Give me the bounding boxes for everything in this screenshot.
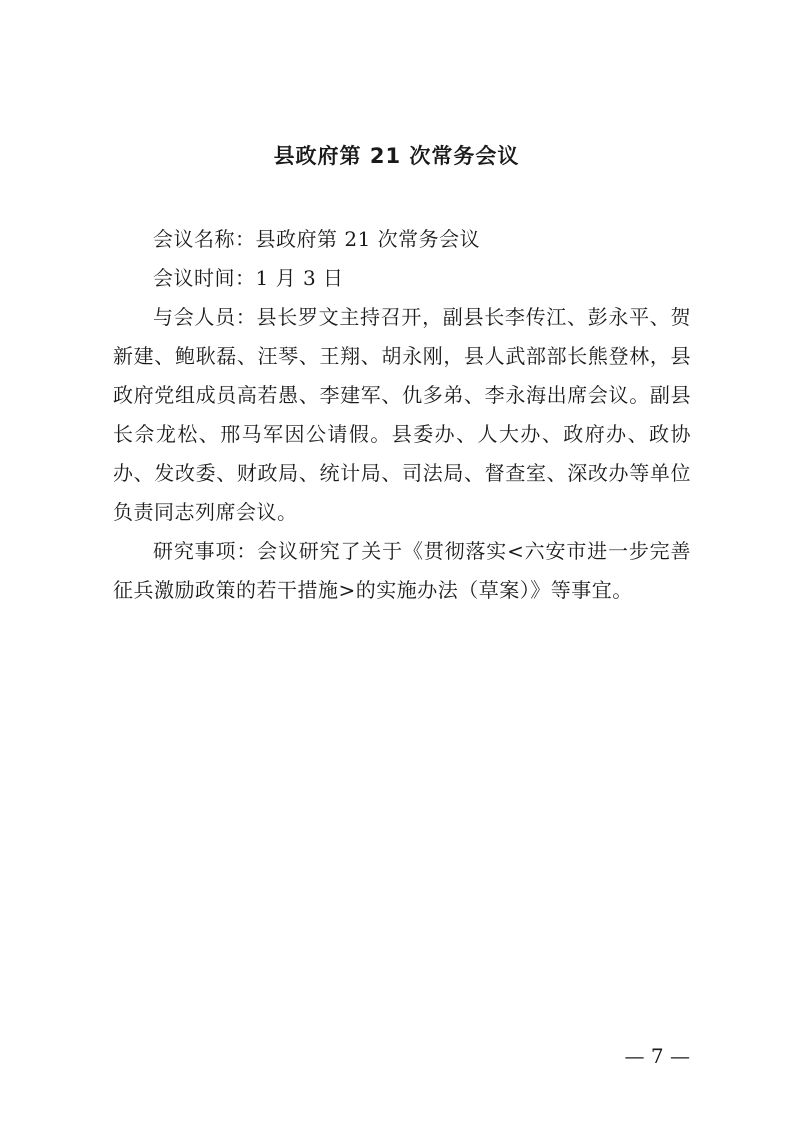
meeting-name-paragraph: 会议名称：县政府第 21 次常务会议 — [153, 227, 481, 251]
agenda-paragraph: 研究事项：会议研究了关于《贯彻落实<六安市进一步完善征兵激励政策的若干措施>的实施办法（草案）》等事宜。 — [113, 539, 691, 602]
attendees-paragraph: 与会人员：县长罗文主持召开，副县长李传江、彭永平、贺新建、鲍耿磊、汪琴、王翔、胡永刚，县人武部部长熊登林，县政府党组成员高若愚、李建军、仇多弟、李永海出席会议。副县长佘龙松、邢马军因公请假。县委办、人大办、政府办、政协办、发改委、财政局、统计局、司法局、督查室、深改办等单位负责同志列席会议。 — [113, 305, 691, 524]
page-number: — 7 — — [624, 1044, 690, 1068]
document-title: 县政府第 21 次常务会议 — [273, 144, 520, 168]
meeting-time-paragraph: 会议时间：1 月 3 日 — [153, 266, 344, 290]
document-body — [113, 220, 691, 610]
